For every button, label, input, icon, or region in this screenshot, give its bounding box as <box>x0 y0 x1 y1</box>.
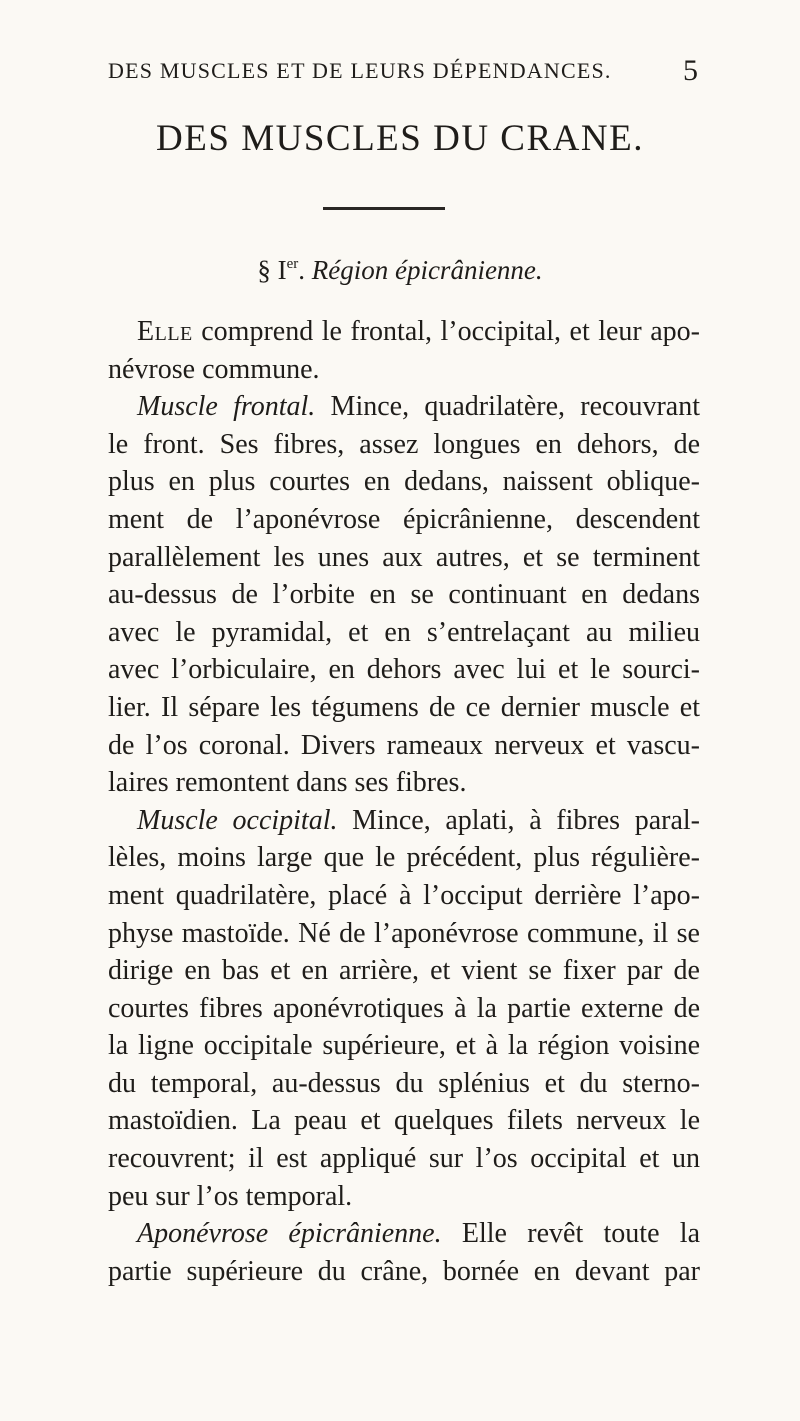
section-mark: § I <box>257 255 287 285</box>
text-line: le front. Ses fibres, assez longues en dehors, de <box>108 428 700 460</box>
text-line: de l’os coronal. Divers rameaux nerveux et vascu- <box>108 729 700 761</box>
text-line: avec le pyramidal, et en s’entrelaçant au milieu <box>108 616 700 648</box>
text-line: au-dessus de l’orbite en se continuant en dedans <box>108 579 700 611</box>
text-line: recouvrent; il est appliqué sur l’os occipital et un <box>108 1143 700 1175</box>
section-title: Région épicrânienne. <box>311 255 543 285</box>
text-line: du temporal, au-dessus du splénius et du sterno- <box>108 1067 700 1099</box>
text-line: peu sur l’os temporal. <box>108 1180 353 1212</box>
text-line: ment de l’aponévrose épicrânienne, descendent <box>108 503 700 535</box>
running-title: DES MUSCLES ET DE LEURS DÉPENDANCES. <box>108 58 612 83</box>
text-line: lier. Il sépare les tégumens de ce dernier muscle et <box>108 691 700 723</box>
smallcaps-opening: Elle <box>137 316 193 347</box>
page-number: 5 <box>683 54 698 87</box>
term-aponevrose: Aponévrose épicrânienne. <box>137 1218 442 1250</box>
running-head <box>108 54 698 90</box>
text-line: partie supérieure du crâne, bornée en devant par <box>108 1255 700 1287</box>
text-line: laires remontent dans ses fibres. <box>108 767 467 799</box>
chapter-title: DES MUSCLES DU CRANE. <box>156 118 644 159</box>
text-line: lèles, moins large que le précédent, plus régulière- <box>108 842 700 874</box>
text-line: plus en plus courtes en dedans, naissent oblique- <box>108 466 700 498</box>
section-mark-sup: er <box>286 256 299 272</box>
text-line: parallèlement les unes aux autres, et se terminent <box>108 541 700 573</box>
text-line: physe mastoïde. Né de l’aponévrose commune, il se <box>108 917 700 949</box>
term-muscle-frontal: Muscle frontal. <box>137 391 316 423</box>
text-line: Elle comprend le frontal, l’occipital, et leur apo- <box>137 316 700 347</box>
text-line: Muscle occipital. Mince, aplati, à fibres paral- <box>137 804 701 836</box>
body-text <box>108 313 700 1290</box>
section-heading <box>0 255 800 286</box>
text-line: courtes fibres aponévrotiques à la partie externe de <box>108 992 700 1024</box>
title-rule <box>323 207 445 210</box>
term-muscle-occipital: Muscle occipital. <box>137 804 338 836</box>
text-line: Muscle frontal. Mince, quadrilatère, recouvrant <box>137 391 700 423</box>
text-line: mastoïdien. La peau et quelques filets nerveux le <box>108 1105 700 1137</box>
text-line: ment quadrilatère, placé à l’occiput derrière l’apo- <box>108 879 700 911</box>
text-line: Aponévrose épicrânienne. Elle revêt toute la <box>137 1218 701 1250</box>
text-line: la ligne occipitale supérieure, et à la région voisine <box>108 1030 700 1062</box>
text-line: névrose commune. <box>108 353 320 385</box>
section-dot: . <box>298 255 312 285</box>
text-line: avec l’orbiculaire, en dehors avec lui et le sourci- <box>108 654 700 686</box>
text-line: dirige en bas et en arrière, et vient se fixer par de <box>108 955 700 987</box>
